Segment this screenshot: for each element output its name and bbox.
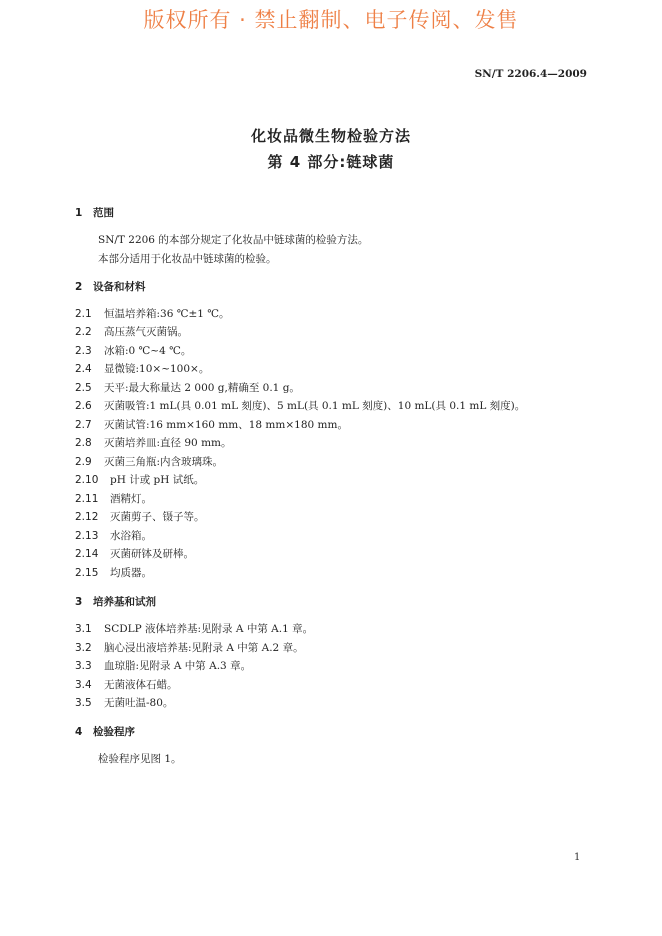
- section-number: 3: [75, 596, 83, 608]
- section-number: 2: [75, 281, 83, 293]
- item-number: 3.3: [75, 660, 92, 672]
- item-number: 2.12: [75, 511, 99, 523]
- item-text: 无菌液体石蜡。: [104, 679, 178, 691]
- document-title: 化妆品微生物检验方法: [250, 127, 411, 145]
- item-text: 灭菌剪子、镊子等。: [110, 511, 205, 523]
- section-number: 4: [75, 726, 83, 738]
- item-text: 天平:最大称量达 2 000 g,精确至 0.1 g。: [104, 382, 300, 394]
- item-number: 2.1: [75, 308, 92, 320]
- section-number: 1: [75, 207, 83, 219]
- item-text: 显微镜:10×~100×。: [104, 363, 210, 375]
- section-title: 检验程序: [93, 726, 135, 738]
- item-number: 2.15: [75, 567, 99, 579]
- item-text: 灭菌吸管:1 mL(具 0.01 mL 刻度)、5 mL(具 0.1 mL 刻度)、10 mL(具 0.1 mL 刻度)。: [104, 400, 526, 412]
- paragraph: 本部分适用于化妆品中链球菌的检验。: [98, 253, 277, 265]
- item-number: 2.5: [75, 382, 92, 394]
- item-number: 2.14: [75, 548, 99, 560]
- item-number: 2.13: [75, 530, 99, 542]
- section-title: 范围: [93, 207, 114, 219]
- document-subtitle: 第 4 部分:链球菌: [267, 153, 395, 171]
- section-title: 培养基和试剂: [93, 596, 156, 608]
- item-text: 均质器。: [110, 567, 152, 579]
- item-number: 2.10: [75, 474, 99, 486]
- item-number: 2.3: [75, 345, 92, 357]
- item-text: 恒温培养箱:36 ℃±1 ℃。: [104, 308, 230, 320]
- item-number: 2.4: [75, 363, 92, 375]
- item-text: 灭菌三角瓶:内含玻璃珠。: [104, 456, 224, 468]
- item-text: 冰箱:0 ℃~4 ℃。: [104, 345, 192, 357]
- page-number: 1: [574, 852, 581, 863]
- item-text: 无菌吐温-80。: [104, 697, 174, 709]
- item-text: 高压蒸气灭菌锅。: [104, 326, 188, 338]
- item-text: SCDLP 液体培养基:见附录 A 中第 A.1 章。: [104, 623, 314, 635]
- item-text: pH 计或 pH 试纸。: [110, 474, 205, 486]
- standard-number: SN/T 2206.4—2009: [474, 68, 587, 80]
- item-number: 2.9: [75, 456, 92, 468]
- item-number: 3.5: [75, 697, 92, 709]
- paragraph: SN/T 2206 的本部分规定了化妆品中链球菌的检验方法。: [98, 234, 369, 246]
- copyright-watermark: 版权所有 · 禁止翻制、电子传阅、发售: [143, 8, 519, 32]
- item-text: 血琼脂:见附录 A 中第 A.3 章。: [104, 660, 252, 672]
- item-number: 2.8: [75, 437, 92, 449]
- item-text: 脑心浸出液培养基:见附录 A 中第 A.2 章。: [104, 642, 304, 654]
- item-number: 2.6: [75, 400, 92, 412]
- item-number: 3.2: [75, 642, 92, 654]
- paragraph: 检验程序见图 1。: [98, 753, 182, 765]
- item-number: 3.4: [75, 679, 92, 691]
- item-text: 灭菌培养皿:直径 90 mm。: [104, 437, 232, 449]
- item-number: 2.2: [75, 326, 92, 338]
- section-title: 设备和材料: [93, 281, 146, 293]
- item-text: 酒精灯。: [110, 493, 152, 505]
- item-number: 2.11: [75, 493, 99, 505]
- item-text: 灭菌研钵及研棒。: [110, 548, 194, 560]
- item-number: 3.1: [75, 623, 92, 635]
- item-text: 灭菌试管:16 mm×160 mm、18 mm×180 mm。: [104, 419, 348, 431]
- item-number: 2.7: [75, 419, 92, 431]
- item-text: 水浴箱。: [110, 530, 152, 542]
